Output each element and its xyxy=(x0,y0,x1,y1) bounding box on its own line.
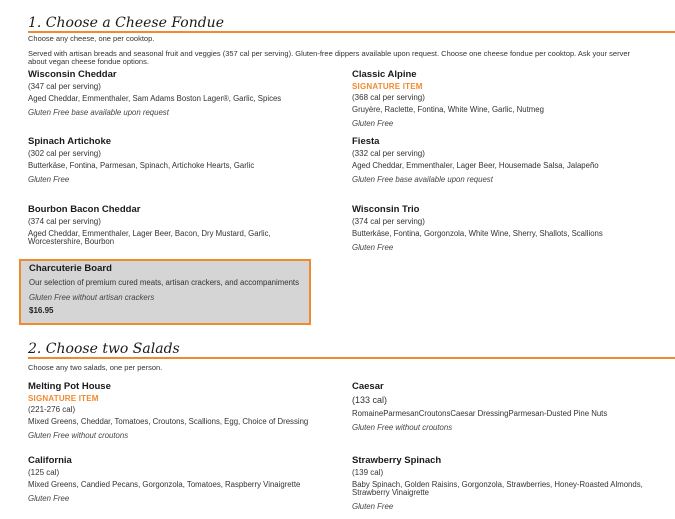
item-calories: (374 cal per serving) xyxy=(28,217,101,226)
item-calories: (139 cal) xyxy=(352,468,384,477)
item-gluten-note: Gluten Free xyxy=(352,243,394,252)
item-description: Gruyère, Raclette, Fontina, White Wine, Garlic, Nutmeg xyxy=(352,105,544,114)
item-description: Butterkäse, Fontina, Parmesan, Spinach, Artichoke Hearts, Garlic xyxy=(28,161,255,170)
item-description: Aged Cheddar, Emmenthaler, Lager Beer, Bacon, Dry Mustard, Garlic, Worcestershire, Bourbon xyxy=(28,229,271,246)
item-name: Spinach Artichoke xyxy=(28,136,112,147)
item-gluten-note: Gluten Free without artisan crackers xyxy=(29,293,155,302)
item-gluten-note: Gluten Free xyxy=(352,119,394,128)
item-description: Butterkäse, Fontina, Gorgonzola, White Wine, Sherry, Shallots, Scallions xyxy=(352,229,603,238)
item-calories: (347 cal per serving) xyxy=(28,82,101,91)
item-name: Strawberry Spinach xyxy=(352,455,442,466)
menu-item xyxy=(28,69,324,117)
item-gluten-note: Gluten Free without croutons xyxy=(28,431,129,440)
menu-item xyxy=(28,455,324,503)
item-gluten-note: Gluten Free xyxy=(28,175,70,184)
section-title: 1. Choose a Cheese Fondue xyxy=(28,15,224,31)
item-description: Our selection of premium cured meats, artisan crackers, and accompaniments xyxy=(29,278,299,287)
item-calories: (125 cal) xyxy=(28,468,60,477)
item-calories: (368 cal per serving) xyxy=(352,93,425,102)
item-description: Mixed Greens, Cheddar, Tomatoes, Croutons, Scallions, Egg, Choice of Dressing xyxy=(28,417,309,426)
item-calories: (133 cal) xyxy=(352,395,388,405)
item-calories: (374 cal per serving) xyxy=(352,217,425,226)
section-intro: Choose any two salads, one per person. xyxy=(28,363,163,372)
menu-item xyxy=(352,455,648,511)
item-gluten-note: Gluten Free without croutons xyxy=(352,423,453,432)
menu-item xyxy=(28,381,324,440)
item-calories: (302 cal per serving) xyxy=(28,149,101,158)
item-description: RomaineParmesanCroutonsCaesar DressingParmesan-Dusted Pine Nuts xyxy=(352,409,608,418)
section-title: 2. Choose two Salads xyxy=(28,341,180,357)
item-description: Mixed Greens, Candied Pecans, Gorgonzola, Tomatoes, Raspberry Vinaigrette xyxy=(28,480,301,489)
item-description: Aged Cheddar, Emmenthaler, Lager Beer, Housemade Salsa, Jalapeño xyxy=(352,161,599,170)
signature-badge: SIGNATURE ITEM xyxy=(352,82,423,91)
item-name: Classic Alpine xyxy=(352,69,417,80)
section-intro: Served with artisan breads and seasonal fruit and veggies (357 cal per serving). Gluten-free dippers available upon request. Choose one cheese fondue per cooktop. Ask your server about vegan cheese fondue options. xyxy=(28,49,631,66)
menu-item xyxy=(28,204,324,246)
section-divider xyxy=(28,357,675,359)
item-calories: (221-276 cal) xyxy=(28,405,76,414)
charcuterie-board-card xyxy=(19,259,311,325)
item-gluten-note: Gluten Free base available upon request xyxy=(352,175,493,184)
item-description: Baby Spinach, Golden Raisins, Gorgonzola, Strawberries, Honey-Roasted Almonds, Strawberry Vinaigrette xyxy=(352,480,643,497)
item-name: Fiesta xyxy=(352,136,380,147)
item-gluten-note: Gluten Free xyxy=(28,494,70,503)
signature-badge: SIGNATURE ITEM xyxy=(28,394,99,403)
menu-item xyxy=(28,136,324,184)
section-salads-header xyxy=(28,341,675,357)
menu-item xyxy=(352,136,648,184)
item-description: Aged Cheddar, Emmenthaler, Sam Adams Boston Lager®, Garlic, Spices xyxy=(28,94,282,103)
item-name: Charcuterie Board xyxy=(29,263,112,274)
item-name: Wisconsin Cheddar xyxy=(28,69,117,80)
item-gluten-note: Gluten Free base available upon request xyxy=(28,108,169,117)
item-price: $16.95 xyxy=(29,306,54,315)
section-intro: Choose any cheese, one per cooktop. xyxy=(28,34,155,43)
menu-item xyxy=(352,381,648,432)
menu-item xyxy=(352,69,648,128)
item-gluten-note: Gluten Free xyxy=(352,502,394,511)
item-name: Bourbon Bacon Cheddar xyxy=(28,204,141,215)
item-calories: (332 cal per serving) xyxy=(352,149,425,158)
menu-item xyxy=(352,204,648,252)
section-fondue-header xyxy=(28,15,675,31)
item-name: Melting Pot House xyxy=(28,381,111,392)
item-name: California xyxy=(28,455,72,466)
section-divider xyxy=(28,31,675,33)
item-name: Wisconsin Trio xyxy=(352,204,420,215)
item-name: Caesar xyxy=(352,381,384,392)
